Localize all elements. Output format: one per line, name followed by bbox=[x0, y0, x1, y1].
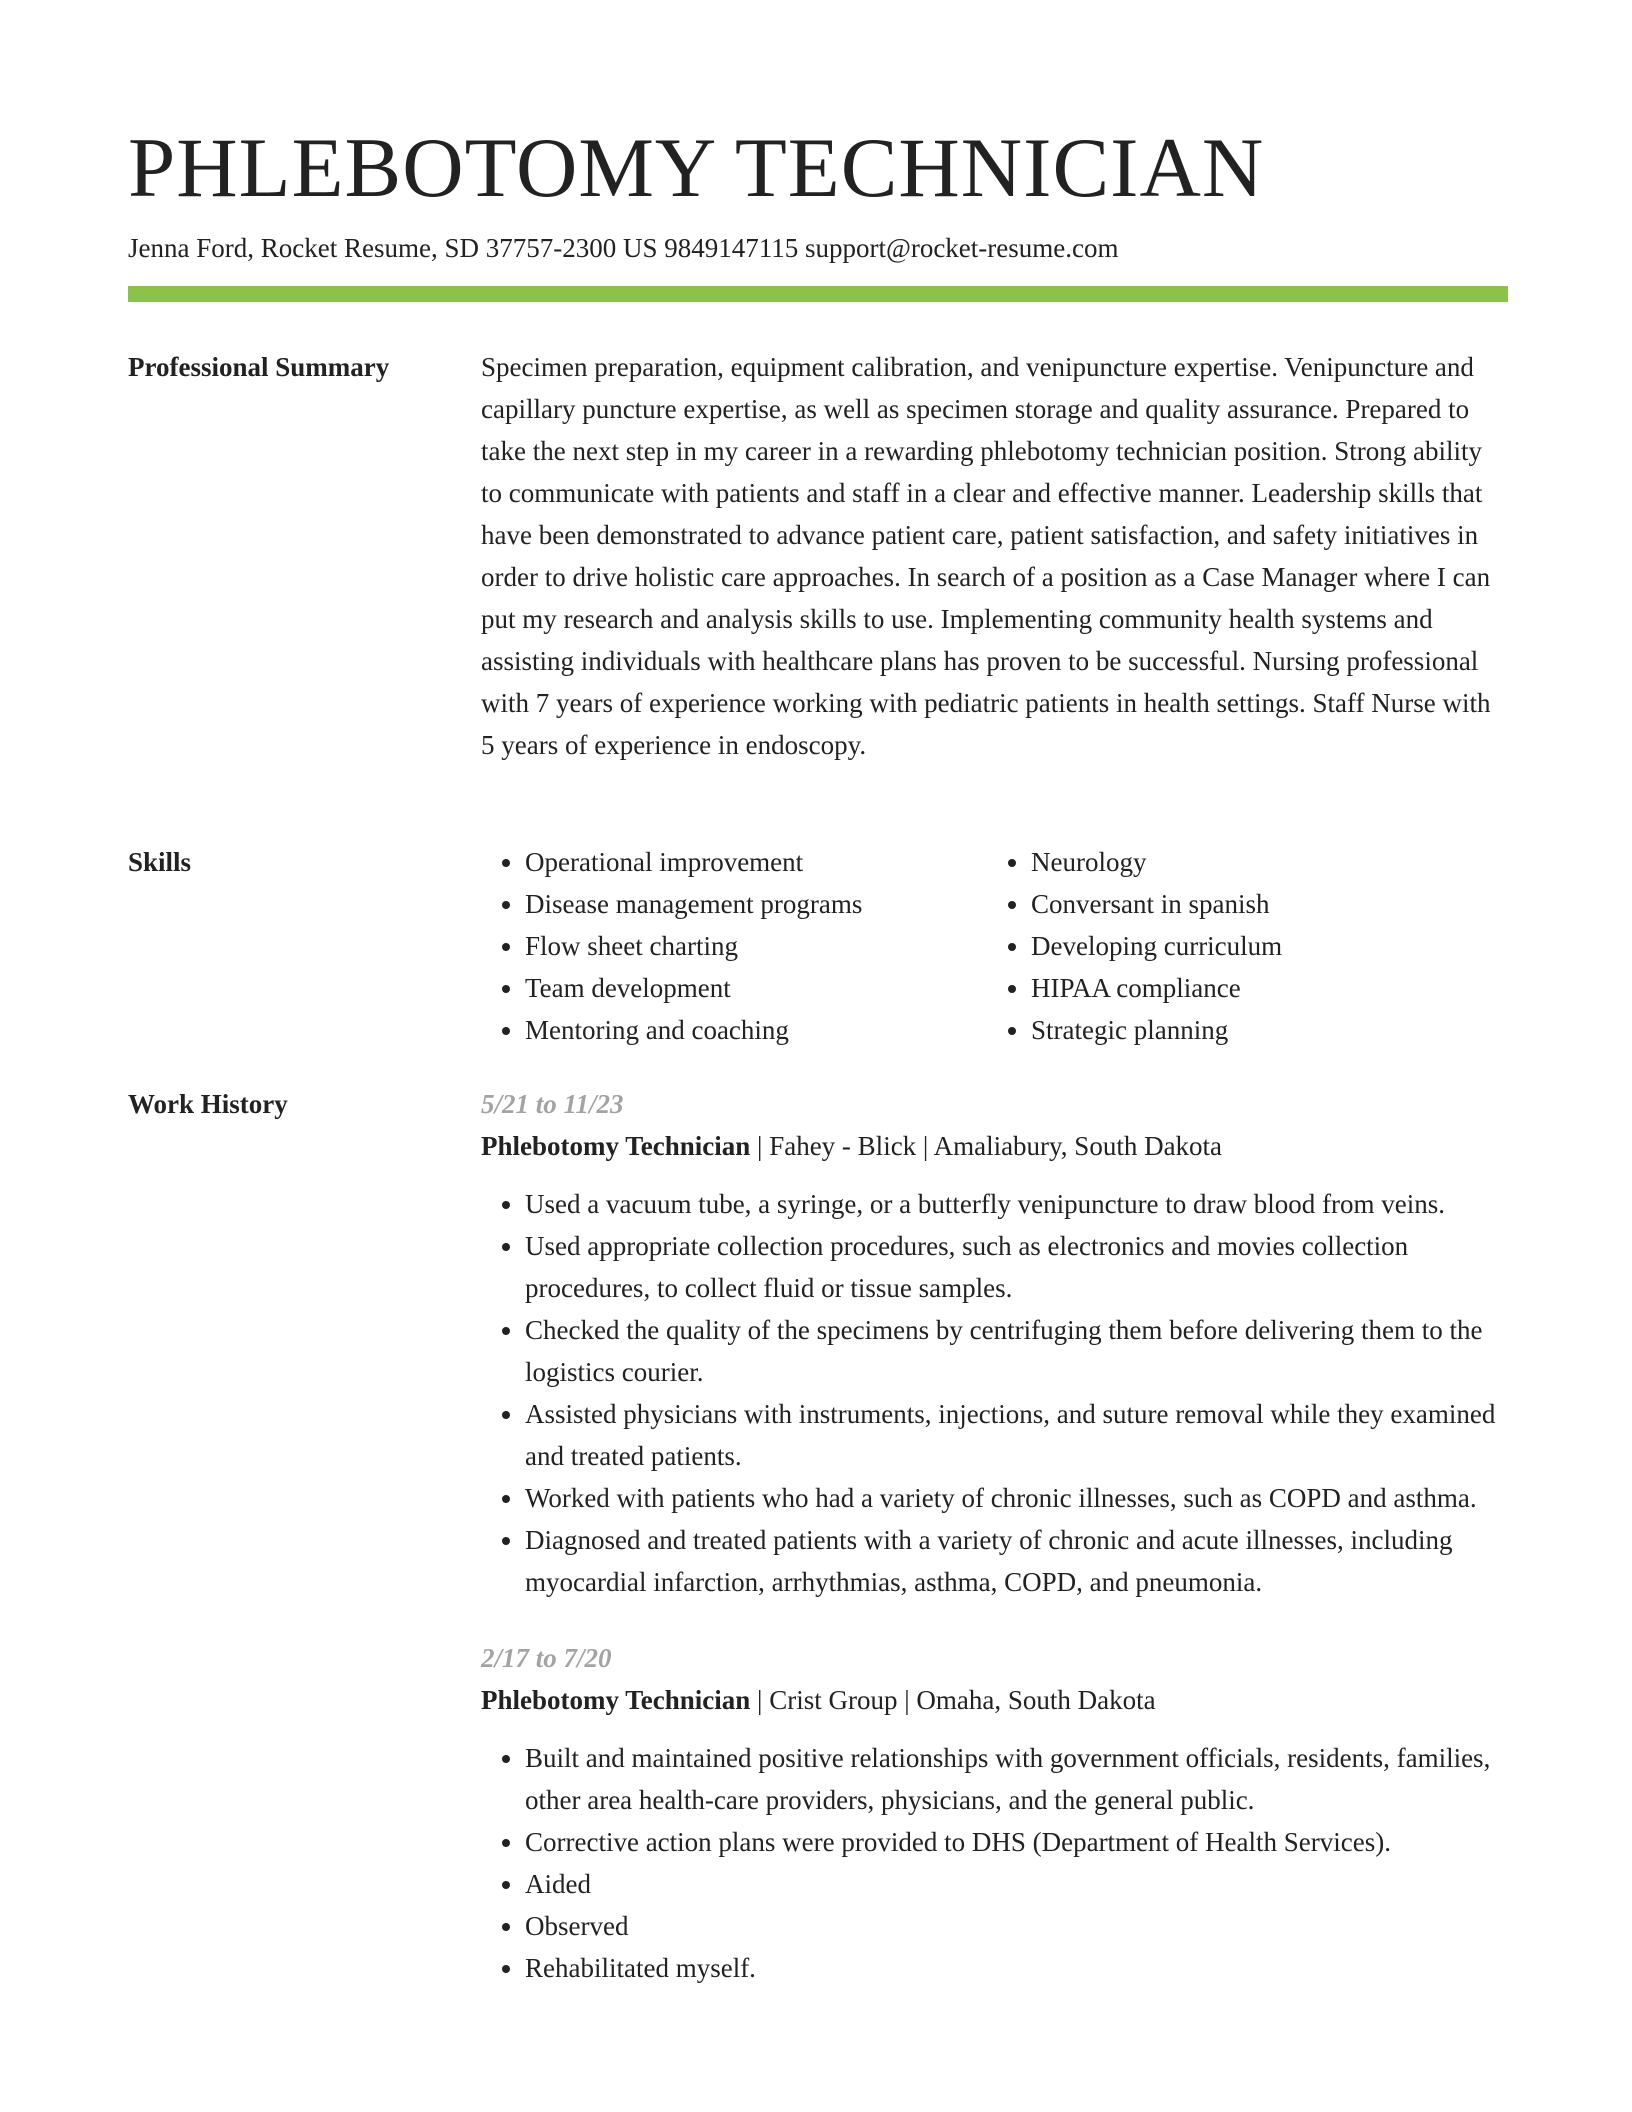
skill-item: • Conversant in spanish bbox=[1031, 883, 1491, 925]
job-bullet: • Diagnosed and treated patients with a variety of chronic and acute illnesses, including myocardial infarction, arrhythmias, asthma, COPD, and pneumonia. bbox=[525, 1519, 1508, 1603]
job-heading bbox=[481, 1679, 1508, 1721]
summary-body bbox=[481, 346, 1508, 766]
skills-grid bbox=[481, 841, 1508, 1051]
job-bullet: • Corrective action plans were provided to DHS (Department of Health Services). bbox=[525, 1821, 1508, 1863]
job-dates: 5/21 to 11/23 bbox=[481, 1089, 624, 1119]
job-bullet: • Used a vacuum tube, a syringe, or a butterfly venipuncture to draw blood from veins. bbox=[525, 1183, 1508, 1225]
summary-section bbox=[128, 346, 1508, 816]
job-heading bbox=[481, 1125, 1508, 1167]
summary-text: Specimen preparation, equipment calibration, and venipuncture expertise. Venipuncture and capillary puncture expertise, as well as specimen storage and quality assurance. Prepared to take the next step in my career in a rewarding phlebotomy technician position. Strong ability to communicate with patients and staff in a clear and effective manner. Leadership skills that have been demonstrated to advance patient care, patient satisfaction, and safety initiatives in order to drive holistic care approaches. In search of a position as a Case Manager where I can put my research and analysis skills to use. Implementing community health systems and assisting individuals with healthcare plans has proven to be successful. Nursing professional with 7 years of experience working with pediatric patients in health settings. Staff Nurse with 5 years of experience in endoscopy. bbox=[481, 352, 1491, 760]
work-history-body bbox=[481, 1083, 1508, 1989]
skills-section bbox=[128, 841, 1508, 1061]
skill-item: • Team development bbox=[525, 967, 987, 1009]
job-bullet: • Observed bbox=[525, 1905, 1508, 1947]
job-title: Phlebotomy Technician bbox=[481, 1131, 751, 1161]
job-bullet: • Built and maintained positive relationships with government officials, residents, families, other area health-care providers, physicians, and the general public. bbox=[525, 1737, 1508, 1821]
job-dates: 2/17 to 7/20 bbox=[481, 1643, 612, 1673]
skill-item: • Disease management programs bbox=[525, 883, 987, 925]
job-entry bbox=[481, 1083, 1508, 1603]
job-entry bbox=[481, 1637, 1508, 1989]
section-label-skills: Skills bbox=[128, 847, 192, 877]
skill-item: • Neurology bbox=[1031, 841, 1491, 883]
skill-item: • Strategic planning bbox=[1031, 1009, 1491, 1051]
job-employer-location: | Fahey - Blick | Amaliabury, South Dakota bbox=[750, 1131, 1223, 1161]
job-bullet: • Assisted physicians with instruments, injections, and suture removal while they examined and treated patients. bbox=[525, 1393, 1508, 1477]
skill-item: • HIPAA compliance bbox=[1031, 967, 1491, 1009]
job-bullet: • Worked with patients who had a variety of chronic illnesses, such as COPD and asthma. bbox=[525, 1477, 1508, 1519]
work-history-section bbox=[128, 1083, 1508, 2083]
resume-header bbox=[128, 118, 1508, 266]
skills-column-1 bbox=[481, 841, 987, 1051]
section-label-summary: Professional Summary bbox=[128, 352, 390, 382]
section-label-work-history: Work History bbox=[128, 1089, 288, 1119]
job-bullet: • Aided bbox=[525, 1863, 1508, 1905]
job-bullet: • Rehabilitated myself. bbox=[525, 1947, 1508, 1989]
contact-line: Jenna Ford, Rocket Resume, SD 37757-2300 US 9849147115 support@rocket-resume.com bbox=[128, 233, 1119, 263]
skill-item: • Mentoring and coaching bbox=[525, 1009, 987, 1051]
page-title: PHLEBOTOMY TECHNICIAN bbox=[128, 121, 1265, 215]
job-bullets bbox=[481, 1737, 1508, 1989]
skill-item: • Developing curriculum bbox=[1031, 925, 1491, 967]
job-employer-location: | Crist Group | Omaha, South Dakota bbox=[750, 1685, 1156, 1715]
skill-item: • Flow sheet charting bbox=[525, 925, 987, 967]
skills-column-2 bbox=[987, 841, 1491, 1051]
job-bullet: • Checked the quality of the specimens by centrifuging them before delivering them to the logistics courier. bbox=[525, 1309, 1508, 1393]
skill-item: • Operational improvement bbox=[525, 841, 987, 883]
accent-divider bbox=[128, 286, 1508, 302]
job-bullets bbox=[481, 1183, 1508, 1603]
job-bullet: • Used appropriate collection procedures, such as electronics and movies collection procedures, to collect fluid or tissue samples. bbox=[525, 1225, 1508, 1309]
job-title: Phlebotomy Technician bbox=[481, 1685, 751, 1715]
